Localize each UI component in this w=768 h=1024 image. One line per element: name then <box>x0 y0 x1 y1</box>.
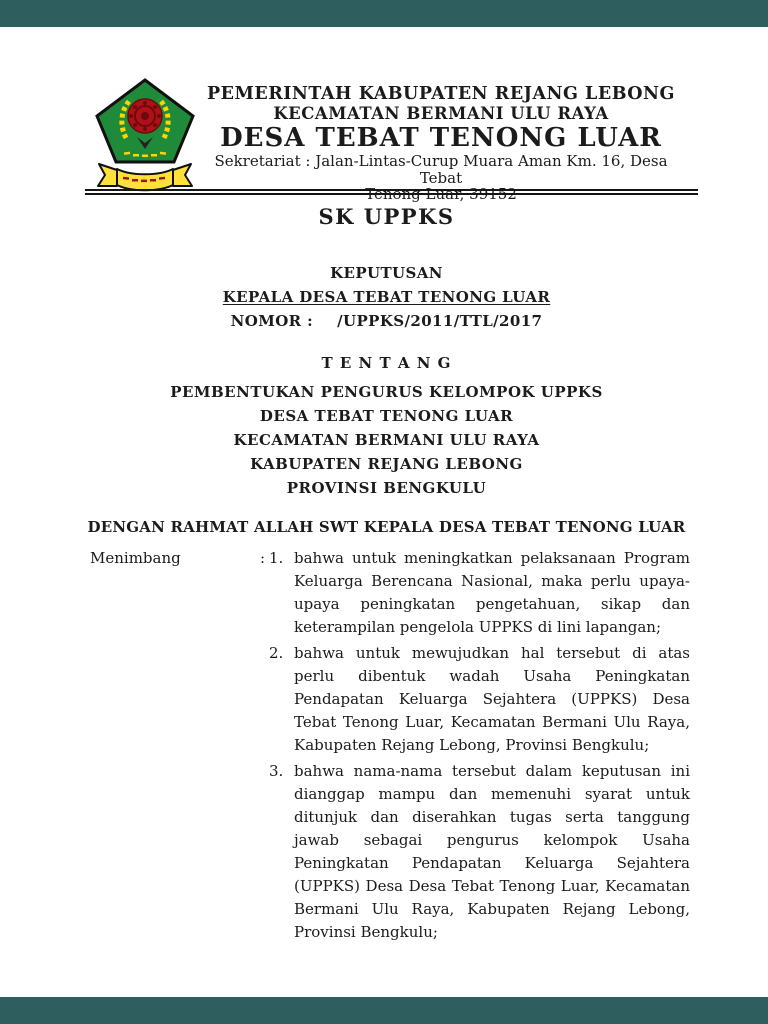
menimbang-section <box>90 547 690 947</box>
bottom-letterbox-bar <box>0 997 768 1024</box>
letterhead-government-line: PEMERINTAH KABUPATEN REJANG LEBONG <box>206 84 675 104</box>
menimbang-item-1-text: bahwa untuk meningkatkan pelaksanaan Program Keluarga Berencana Nasional, maka perlu upaya-upaya peningkatan pengetahuan, sikap dan keterampilan pengelola UPPKS di lini lapangan; <box>294 549 690 636</box>
tentang-line-5: PROVINSI BENGKULU <box>286 479 487 497</box>
nomor-value: /UPPKS/2011/TTL/2017 <box>337 312 543 330</box>
menimbang-list <box>269 547 690 944</box>
decision-authority: KEPALA DESA TEBAT TENONG LUAR <box>222 288 551 306</box>
decision-word: KEPUTUSAN <box>330 264 443 282</box>
tentang-line-2: DESA TEBAT TENONG LUAR <box>259 407 514 425</box>
menimbang-item-1 <box>269 547 690 639</box>
menimbang-label: Menimbang <box>90 549 181 567</box>
menimbang-item-2-number: 2. <box>269 644 284 662</box>
letterhead-divider-rule <box>85 189 698 195</box>
nomor-label: NOMOR : <box>230 312 314 330</box>
menimbang-item-3 <box>269 760 690 944</box>
menimbang-colon: : <box>260 549 266 567</box>
tentang-line-3: KECAMATAN BERMANI ULU RAYA <box>233 431 540 449</box>
letterhead-village-line: DESA TEBAT TENONG LUAR <box>220 123 662 153</box>
menimbang-item-3-number: 3. <box>269 762 284 780</box>
preamble-line: DENGAN RAHMAT ALLAH SWT KEPALA DESA TEBAT TENONG LUAR <box>87 518 686 536</box>
menimbang-item-2 <box>269 642 690 757</box>
decision-number-line <box>85 309 688 333</box>
letterhead-secretariat-line-2: Tenong Luar, 39152 <box>365 185 517 203</box>
menimbang-item-2-text: bahwa untuk mewujudkan hal tersebut di atas perlu dibentuk wadah Usaha Peningkatan Pendapatan Keluarga Sejahtera (UPPKS) Desa Tebat Tenong Luar, Kecamatan Bermani Ulu Raya, Kabupaten Rejang Lebong, Provinsi Bengkulu; <box>294 644 690 754</box>
letterhead <box>200 85 682 203</box>
tentang-line-1: PEMBENTUKAN PENGURUS KELOMPOK UPPKS <box>170 383 603 401</box>
tentang-label: T E N T A N G <box>321 354 452 372</box>
document-title: SK UPPKS <box>318 204 455 229</box>
letterhead-secretariat-line-1: Sekretariat : Jalan-Lintas-Curup Muara Aman Km. 16, Desa Tebat <box>214 152 668 187</box>
decision-heading <box>85 261 688 333</box>
tentang-line-4: KABUPATEN REJANG LEBONG <box>250 455 523 473</box>
menimbang-item-3-text: bahwa nama-nama tersebut dalam keputusan ini dianggap mampu dan memenuhi syarat untuk ditunjuk dan diserahkan tugas serta tanggung jawab sebagai pengurus kelompok Usaha Peningkatan Pendapatan Keluarga Sejahtera (UPPKS) Desa Desa Tebat Tenong Luar, Kecamatan Bermani Ulu Raya, Kabupaten Rejang Lebong, Provinsi Bengkulu; <box>294 762 690 941</box>
regency-emblem-icon <box>92 76 198 194</box>
letterhead-district-line: KECAMATAN BERMANI ULU RAYA <box>273 104 609 123</box>
tentang-subject <box>85 380 688 500</box>
menimbang-item-1-number: 1. <box>269 549 284 567</box>
top-letterbox-bar <box>0 0 768 27</box>
